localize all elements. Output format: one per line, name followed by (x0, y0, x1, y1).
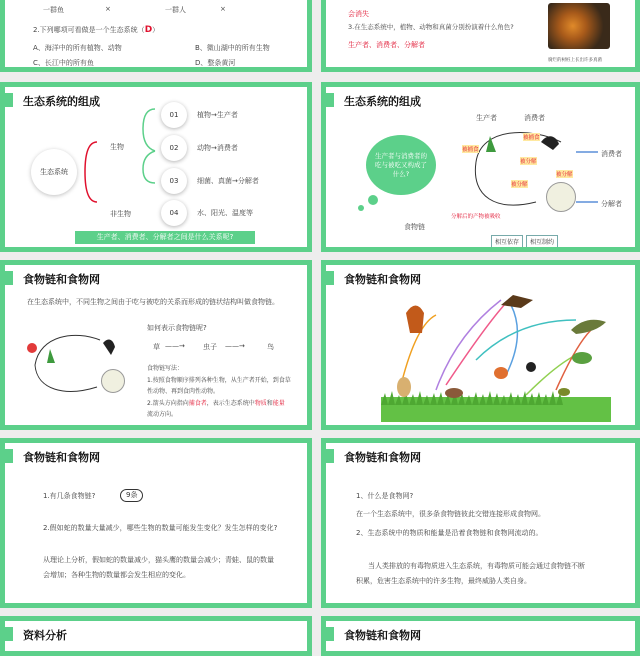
consumer-top-label: 消费者 (524, 114, 545, 122)
chain-bird: 鸟 (267, 343, 274, 351)
slide-8 (321, 438, 640, 608)
question-2: 2.下列哪项可看做是一个生态系统（D） (33, 25, 160, 35)
slide-title: 食物链和食物网 (23, 451, 100, 464)
line-disappear: 会消失 (348, 10, 369, 18)
brace-lines (5, 87, 312, 252)
option-d: D、整条黄河 (195, 59, 236, 67)
slide-5 (0, 260, 312, 430)
decomp-label-2: 被分解 (511, 182, 528, 188)
num-04: 04 (161, 200, 187, 226)
food-web-illustration (326, 265, 640, 430)
item-nonbio: 水、阳光、温度等 (197, 209, 253, 217)
slide-6 (321, 260, 640, 430)
item-consumer: 动物→消费者 (197, 144, 238, 152)
chain-arrow-1: ——→ (165, 342, 185, 350)
option-a: A、海洋中的所有植物、动物 (33, 44, 122, 52)
paragraph-line-1: 当人类排放的有毒物质进入生态系统，有毒物质可能会通过食物链不断 (368, 562, 585, 570)
option-b: B、微山湖中的所有生物 (195, 44, 270, 52)
question-foodweb: 1、什么是食物网? (356, 492, 414, 500)
slide-title: 生态系统的组成 (344, 95, 421, 108)
num-01: 01 (161, 102, 187, 128)
paragraph-line-2: 积累，危害生态系统中的许多生物，最终威胁人类自身。 (356, 577, 531, 585)
sun-icon (27, 343, 37, 353)
statement-flow: 2、生态系统中的物质和能量是沿着食物链和食物网流动的。 (356, 529, 543, 537)
decomposer-circle (546, 182, 576, 212)
ecosystem-circle: 生态系统 (31, 149, 77, 195)
top-item-4: × (220, 5, 226, 13)
method-1b: 性动物、再到食肉性动物。 (147, 388, 220, 395)
slide-title: 食物链和食物网 (344, 629, 421, 642)
slide-7 (0, 438, 312, 608)
top-item-3: 一群人 (165, 6, 186, 14)
chain-arrow-2: ——→ (225, 342, 245, 350)
photo-caption: 腐烂的树桩上长出许多真菌 (548, 58, 602, 63)
title-bar (5, 627, 13, 641)
top-item-2: × (105, 5, 111, 13)
box-interrestrain: 相互制约 (526, 235, 558, 248)
slide-title: 资料分析 (23, 629, 67, 642)
answer-line-2: 会增加；各种生物的数量都会发生相应的变化。 (43, 571, 190, 579)
question-3: 3.在生态系统中，植物、动物和真菌分别扮演着什么角色? (348, 23, 514, 31)
method-2-end: 流动方向。 (147, 411, 178, 418)
method-title: 食物链写法： (147, 365, 184, 372)
title-bar (5, 449, 13, 463)
decomp-label-1: 被分解 (520, 159, 537, 165)
producer-label: 生产者 (476, 114, 497, 122)
method-2: 2.箭头方向指向捕食者，表示生态系统中物质和能量 (147, 400, 285, 407)
answer-d: D (144, 25, 153, 35)
how-question: 如何表示食物链呢? (147, 324, 207, 332)
slide-9 (0, 616, 312, 656)
nonbio-label: 非生物 (110, 210, 131, 218)
chain-insect: 虫子 (203, 343, 217, 351)
slide-10 (321, 616, 640, 656)
decomposer-label: 分解者 (601, 200, 622, 208)
question-1: 1.有几条食物链? (43, 492, 96, 500)
slide-3 (0, 82, 312, 252)
food-chain-label: 食物链 (404, 223, 425, 231)
absorb-label: 分解后的产物被吸收 (451, 214, 501, 220)
num-03: 03 (161, 168, 187, 194)
slide-title: 生态系统的组成 (23, 95, 100, 108)
slide-title: 食物链和食物网 (23, 273, 100, 286)
item-producer: 植物→生产者 (197, 111, 238, 119)
decomposer-icon (101, 369, 125, 393)
thought-bubble: 生产者与消费者的吃与被吃又构成了什么? (366, 135, 436, 195)
eaten-label-1: 被捕食 (523, 135, 540, 141)
answer-foodweb: 在一个生态系统中，很多条食物链彼此交错连接形成食物网。 (356, 510, 545, 518)
consumer-right-label: 消费者 (601, 150, 622, 158)
bio-label: 生物 (110, 143, 124, 151)
title-bar (326, 627, 334, 641)
roles-answer: 生产者、消费者、分解者 (348, 41, 425, 49)
method-1a: 1.按照食物顺序排列各种生物，从生产者开始，到食草 (147, 377, 291, 384)
slide-title: 食物链和食物网 (344, 451, 421, 464)
answer-line-1: 从理论上分析，假如蛇的数量减少，猫头鹰的数量会减少；青蛙、鼠的数量 (43, 556, 274, 564)
chain-grass: 草 (153, 343, 160, 351)
option-c: C、长江中的所有鱼 (33, 59, 94, 67)
fungi-photo (548, 3, 610, 49)
question-2: 2.假如蛇的数量大量减少，哪些生物的数量可能发生变化？发生怎样的变化? (43, 524, 278, 532)
slide-1 (0, 0, 312, 72)
slide-2 (321, 0, 640, 72)
slide-4 (321, 82, 640, 252)
title-bar (326, 449, 334, 463)
definition-text: 在生态系统中，不同生物之间由于吃与被吃的关系而形成的链状结构叫做食物链。 (27, 298, 279, 306)
decomp-label-3: 被分解 (556, 172, 573, 178)
answer-pill: 9条 (120, 489, 143, 502)
eaten-label-2: 被捕食 (462, 147, 479, 153)
question-banner: 生产者、消费者、分解者之间是什么关系呢? (75, 231, 255, 244)
top-item-1: 一群鱼 (43, 6, 64, 14)
cycle-diagram (326, 87, 640, 252)
num-02: 02 (161, 135, 187, 161)
box-interdependent: 相互依存 (491, 235, 523, 248)
item-decomposer: 细菌、真菌→分解者 (197, 177, 259, 185)
slide-title: 食物链和食物网 (344, 273, 421, 286)
